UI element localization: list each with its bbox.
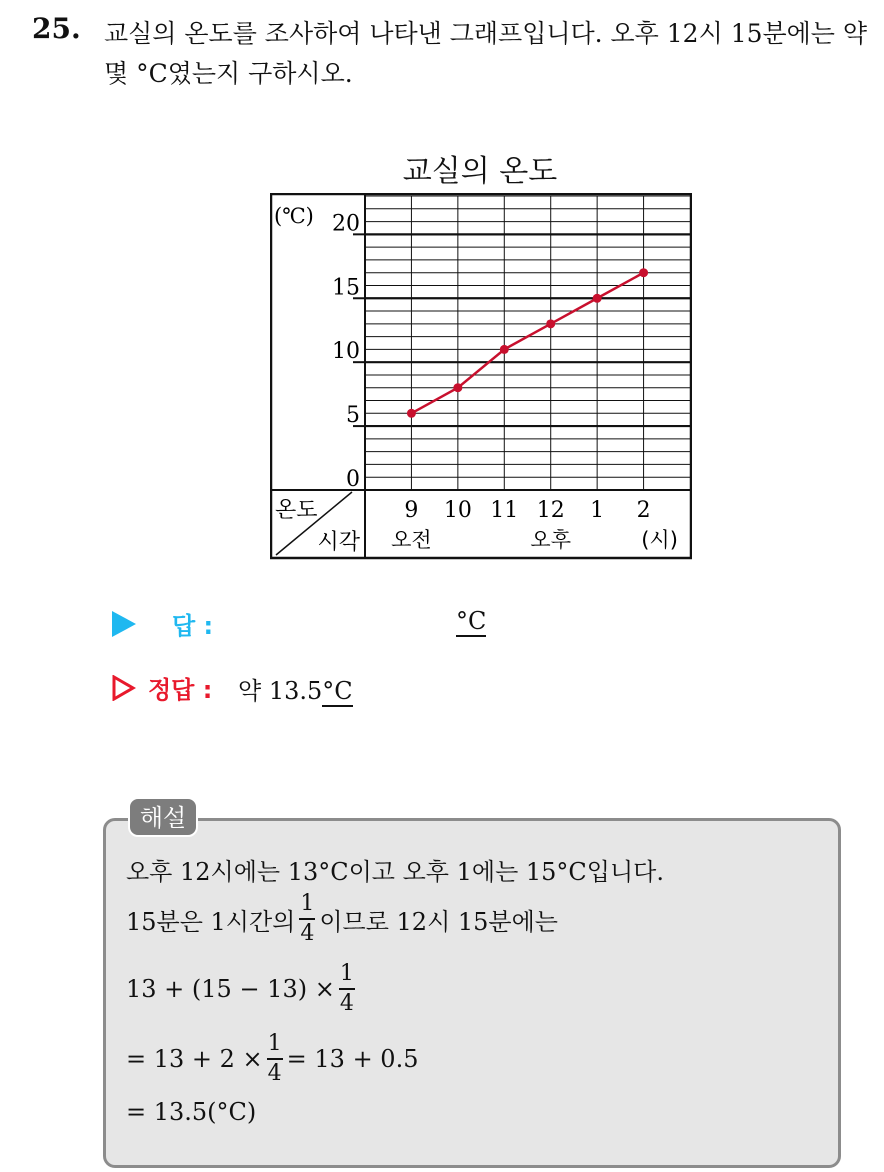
question-text: 교실의 온도를 조사하여 나타낸 그래프입니다. 오후 12시 15분에는 약 몇 °C였는지 구하시오. xyxy=(104,19,868,88)
header-top-label: 온도 xyxy=(275,498,318,523)
x-tick-label: 10 xyxy=(443,498,472,523)
explanation-line-4 xyxy=(126,1032,418,1086)
y-tick-label: 15 xyxy=(332,275,360,301)
x-tick-label: 1 xyxy=(590,498,605,523)
data-point xyxy=(546,319,555,328)
explanation-line-1: 오후 12시에는 13°C이고 오후 1에는 15°C입니다. xyxy=(126,858,664,886)
period-label-pm: 오후 xyxy=(530,528,572,552)
y-tick-label: 20 xyxy=(332,211,360,237)
x-tick-label: 11 xyxy=(490,498,519,523)
time-unit-label: (시) xyxy=(641,528,678,552)
fraction-denominator: 4 xyxy=(339,991,354,1016)
explanation-line-3-pre: 13 + (15 − 13) × xyxy=(126,975,335,1003)
y-tick-label: 0 xyxy=(346,467,360,492)
correct-answer-value xyxy=(238,671,353,706)
play-triangle-icon xyxy=(112,611,136,637)
answer-label: 답 : xyxy=(172,612,214,640)
explanation-line-2-post: 이므로 12시 15분에는 xyxy=(319,907,558,936)
period-label-am: 오전 xyxy=(391,528,432,552)
x-tick-label: 12 xyxy=(536,498,565,523)
answer-row xyxy=(112,604,487,644)
y-unit-label: (℃) xyxy=(274,204,314,228)
fraction-numerator: 1 xyxy=(267,1031,282,1056)
data-point xyxy=(407,409,416,418)
answer-unit: °C xyxy=(456,607,487,635)
chart-border xyxy=(271,194,691,558)
y-tick-label: 5 xyxy=(346,403,360,429)
fraction-numerator: 1 xyxy=(300,891,315,916)
temperature-line-chart xyxy=(270,193,692,561)
data-point xyxy=(639,268,648,277)
explanation-line-4-post: = 13 + 0.5 xyxy=(286,1045,419,1073)
x-tick-label: 2 xyxy=(636,498,651,523)
fraction xyxy=(267,1032,283,1086)
fraction-denominator: 4 xyxy=(267,1061,282,1086)
data-point xyxy=(593,294,602,303)
chart-title: 교실의 온도 xyxy=(402,154,558,189)
correct-answer-prefix: 약 13.5 xyxy=(238,677,323,705)
temperature-series-line xyxy=(411,273,643,414)
correct-answer-unit: °C xyxy=(322,677,353,705)
explanation-tab: 해설 xyxy=(128,797,198,837)
fraction xyxy=(339,962,355,1016)
fraction xyxy=(299,892,315,946)
fraction-denominator: 4 xyxy=(300,921,315,946)
explanation-line-3 xyxy=(126,962,359,1016)
explanation-line-4-pre: = 13 + 2 × xyxy=(126,1045,263,1073)
fraction-numerator: 1 xyxy=(339,961,354,986)
correct-answer-label: 정답 : xyxy=(148,676,213,704)
data-point xyxy=(500,345,509,354)
x-tick-label: 9 xyxy=(404,498,419,523)
explanation-line-2-pre: 15분은 1시간의 xyxy=(126,907,296,936)
question-number: 25. xyxy=(32,12,81,45)
header-bottom-label: 시각 xyxy=(317,530,360,555)
explanation-line-5: = 13.5(°C) xyxy=(126,1098,257,1126)
outline-triangle-icon xyxy=(112,675,136,701)
data-point xyxy=(453,383,462,392)
y-tick-label: 10 xyxy=(332,339,360,365)
explanation-line-2 xyxy=(126,892,558,946)
